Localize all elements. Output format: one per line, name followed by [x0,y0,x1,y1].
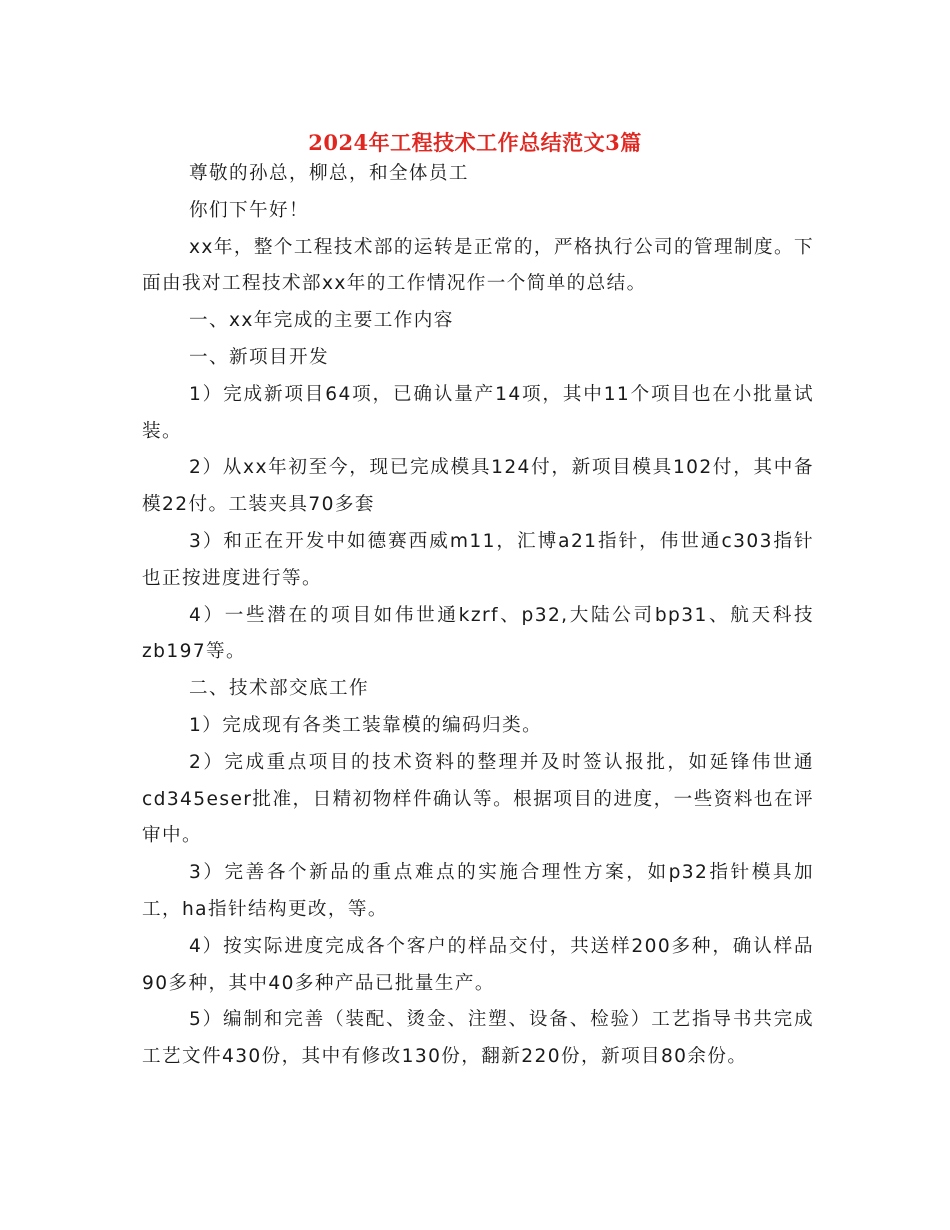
greeting: 你们下午好！ [189,199,309,221]
list-item: 1）完成新项目64项，已确认量产14项，其中11个项目也在小批量试装。 [142,383,814,442]
list-item: 3）和正在开发中如德赛西威m11，汇博a21指针，伟世通c303指针也正按进度进行等。 [142,530,814,589]
list-item: 2）完成重点项目的技术资料的整理并及时签认报批，如延锋伟世通cd345eser批准，日精初物样件确认等。根据项目的进度，一些资料也在评审中。 [142,751,814,847]
list-item: 4）一些潜在的项目如伟世通kzrf、p32,大陆公司bp31、航天科技zb197等。 [142,604,814,663]
list-item: 3）完善各个新品的重点难点的实施合理性方案，如p32指针模具加工，ha指针结构更改，等。 [142,862,814,920]
section-heading: 一、xx年完成的主要工作内容 [189,310,454,332]
list-item: 1）完成现有各类工装靠模的编码归类。 [189,714,543,736]
intro-paragraph: xx年，整个工程技术部的运转是正常的，严格执行公司的管理制度。下面由我对工程技术部xx年的工作情况作一个简单的总结。 [142,236,814,295]
subsection-heading: 一、新项目开发 [189,346,329,368]
salutation: 尊敬的孙总，柳总，和全体员工 [189,163,469,184]
subsection-heading: 二、技术部交底工作 [189,678,369,700]
list-item: 2）从xx年初至今，现已完成模具124付，新项目模具102付，其中备模22付。工装夹具70多套 [142,457,814,516]
document-title: 2024年工程技术工作总结范文3篇 [308,130,642,156]
list-item: 4）按实际进度完成各个客户的样品交付，共送样200多种，确认样品90多种，其中40多种产品已批量生产。 [142,935,814,994]
list-item: 5）编制和完善（装配、烫金、注塑、设备、检验）工艺指导书共完成工艺文件430份，其中有修改130份，翻新220份，新项目80余份。 [142,1009,814,1068]
document-body [142,156,814,1076]
